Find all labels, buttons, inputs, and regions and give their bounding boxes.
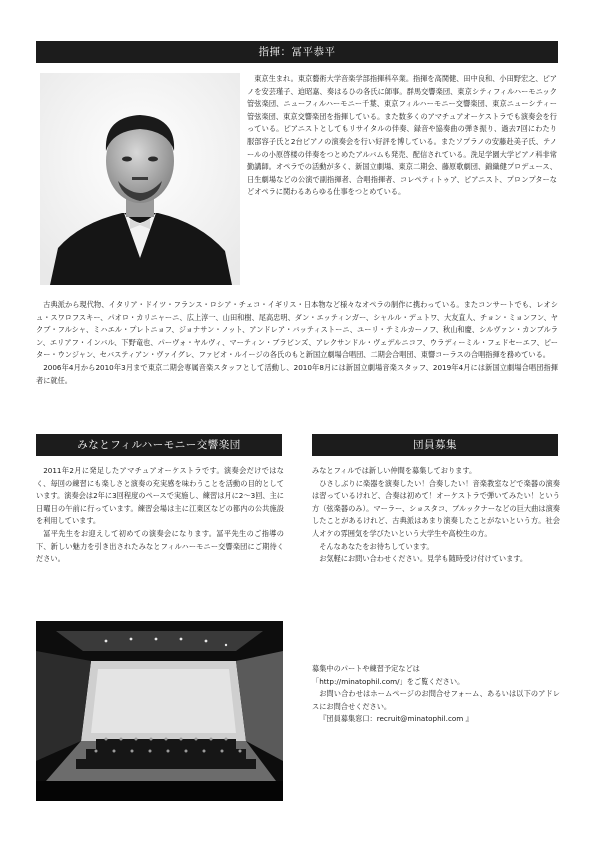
recruit-p5: 募集中のパートや練習予定などは [312, 664, 420, 673]
conductor-portrait [40, 73, 240, 285]
orchestra-header: みなとフィルハーモニー交響楽団 [36, 434, 282, 456]
recruit-p2: ひさしぶりに楽器を演奏したい！合奏したい！音楽教室などで楽器の演奏は習っているけれど、合奏は初めて！オーケストラで弾いてみたい！という方（弦楽器のみ）。マーラー、ショスタコ、ブルックナーなどの巨大曲は演奏したことがあるけれど、古典派はあまり演奏したことがないという方。社会人オケの雰囲気を学びたいという大学生や高校生の方。 [312, 478, 560, 538]
concert-hall-image [36, 621, 283, 801]
recruit-header: 団員募集 [312, 434, 558, 456]
conductor-bio-p2: 古典派から現代物、イタリア・ドイツ・フランス・ロシア・チェコ・イギリス・日本物など様々なオペラの制作に携わっている。またコンサートでも、レオシュ・スワロフスキー、パオロ・カリニャーニ、広上淳一、山田和樹、尾高忠明、ダン・エッティンガー、シャルル・デュトワ、大友直人、チョン・ミョンフン、ヤクブ・フルシャ、ミハエル・プレトニョフ、ジョナサン・ノット、アンドレア・バッティストーニ、ユーリ・テミルカーノフ、秋山和慶、シルヴァン・カンブルラン、エリアフ・インバル、下野竜也、パーヴォ・ヤルヴィ、マーティン・ブラビンズ、アレクサンドル・ヴェデルニコフ、ウラディーミル・フェドセーエフ、ピーター・ウンジャン、セバスティアン・ヴァイグレ、ファビオ・ルイージの各氏のもと新国立劇場合唱団、二期会合唱団、東響コーラスの合唱指揮を務めている。 [36, 300, 558, 360]
orchestra-p1: 2011年2月に発足したアマチュアオーケストラです。演奏会だけではなく、毎回の練習にも楽しさと演奏の充実感を味わうことを活動の目的としています。演奏会は2年に3回程度のペースで実施し、練習は月に2〜3回、主に日曜日の午前に行っています。練習会場は主に江東区などの都内の公共施設を利用しています。 [36, 466, 284, 526]
conductor-portrait-image [40, 73, 240, 285]
conductor-bio-body [36, 299, 558, 387]
conductor-header: 指揮：冨平恭平 [36, 41, 558, 63]
recruit-p4: お気軽にお問い合わせください。見学も随時受け付けています。 [319, 554, 528, 564]
recruit-p7: お問い合わせはホームページのお問合せフォーム、あるいは以下のアドレスにお問合せください。 [312, 689, 560, 711]
orchestra-description [36, 465, 284, 566]
orchestra-p2: 冨平先生をお迎えして初めての演奏会になります。冨平先生のご指導の下、新しい魅力を引き出されたみなとフィルハーモニー交響楽団にご期待ください。 [36, 528, 284, 564]
recruit-email-link[interactable]: 『団員募集窓口：recruit@minatophil.com 』 [319, 714, 473, 724]
recruit-p1: みなとフィルでは新しい仲間を募集しております。 [312, 466, 477, 475]
recruit-website-link[interactable]: 「http://minatophil.com/」をご覧ください。 [312, 676, 465, 686]
recruit-p3: そんなあなたをお待ちしています。 [319, 541, 434, 551]
concert-hall-photo [36, 621, 283, 801]
recruit-contact [312, 663, 560, 726]
conductor-bio-p3: 2006年4月から2010年3月まで東京二期会専属音楽スタッフとして活動し、2010年8月には新国立劇場音楽スタッフ、2019年4月には新国立劇場合唱団指揮者に就任。 [36, 362, 558, 385]
conductor-bio-p1: 東京生まれ。東京藝術大学音楽学部指揮科卒業。指揮を高関健、田中良和、小田野宏之、ピアノを安芸瑾子、迫昭嘉、奏はるひの各氏に師事。群馬交響楽団、東京シティフィルハーモニック管弦楽団、ニューフィルハーモニー千葉、東京フィルハーモニー交響楽団、東京ニューシティー管弦楽団、東京交響楽団を指揮している。また数多くのアマチュアオーケストラでも演奏会を行っている。ピアニストとしてもリサイタルの伴奏、録音や協奏曲の弾き振り、過去7回にわたり服部容子氏と2台ピアノの演奏会を行い好評を博している。またソプラノの安藤赴美子氏、テノールの小原啓楼の伴奏をつとめたアルバムも発売、配信されている。洗足学園大学ピアノ科非常勤講師。オペラでの活動が多く、新国立劇場、東京二期会、藤原歌劇団、錦織健プロデュース、日生劇場などの公演で副指揮者、合唱指揮者、コレペティトゥア、ピアニスト、プロンプターなどオペラに関わるあらゆる仕事をつとめている。 [247, 74, 557, 197]
recruit-description [312, 465, 560, 566]
conductor-bio-intro [247, 73, 557, 199]
